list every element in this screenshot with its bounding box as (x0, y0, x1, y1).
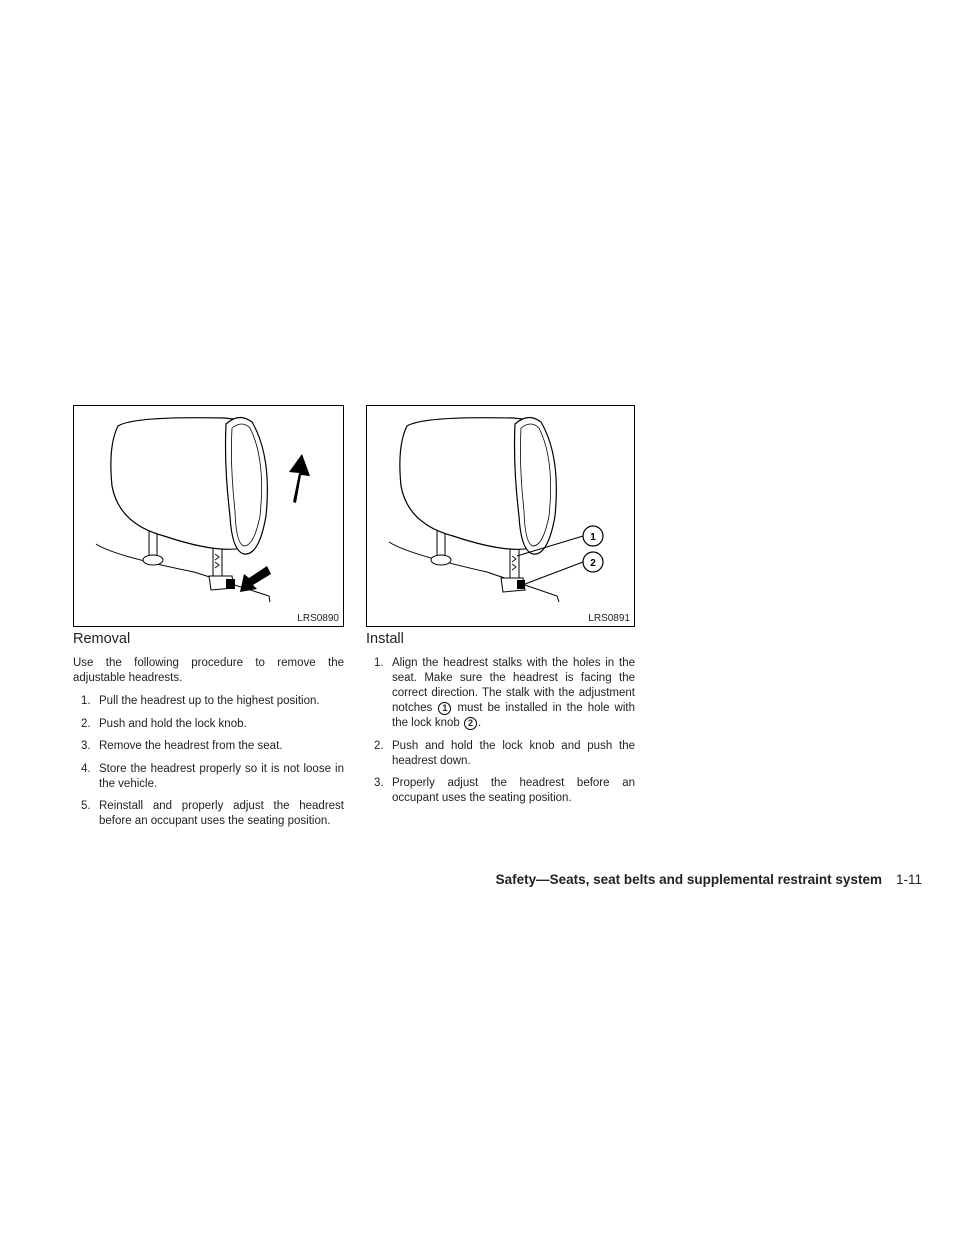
figure-code: LRS0891 (588, 613, 630, 624)
list-item: 2. Push and hold the lock knob and push the headrest down. (374, 739, 635, 767)
removal-heading: Removal (73, 631, 131, 647)
install-heading: Install (366, 631, 404, 647)
page-footer (496, 872, 922, 887)
list-item: 2. Push and hold the lock knob. (81, 717, 247, 730)
list-item: 1. Pull the headrest up to the highest position. (81, 695, 320, 707)
callout-2-label: 2 (590, 558, 596, 569)
headrest-removal-illustration (74, 406, 345, 628)
callout-2-inline: 2 (464, 717, 477, 730)
install-steps (366, 656, 635, 814)
callout-1-label: 1 (590, 532, 596, 543)
callout-1-inline: 1 (438, 702, 451, 715)
list-item: 1. Align the headrest stalks with the holes in the seat. Make sure the headrest is facing the correct direction. The stalk with the adjustment notches 1 must be installed in the hole with the lock knob 2 . (374, 657, 635, 729)
figure-code: LRS0890 (297, 613, 339, 624)
removal-steps (73, 694, 344, 837)
list-item: 5. Reinstall and properly adjust the headrest before an occupant uses the seating position. (81, 800, 344, 827)
list-item: 4. Store the headrest properly so it is not loose in the vehicle. (81, 762, 344, 790)
list-item: 3. Remove the headrest from the seat. (81, 740, 283, 752)
headrest-install-illustration (367, 406, 636, 628)
install-figure (366, 405, 635, 627)
list-item: 3. Properly adjust the headrest before an occupant uses the seating position. (374, 777, 635, 804)
removal-figure (73, 405, 344, 627)
section-title: Safety—Seats, seat belts and supplemental restraint system (495, 872, 882, 887)
removal-intro: Use the following procedure to remove the adjustable headrests. (73, 657, 344, 684)
page-number: 1-11 (895, 872, 922, 887)
